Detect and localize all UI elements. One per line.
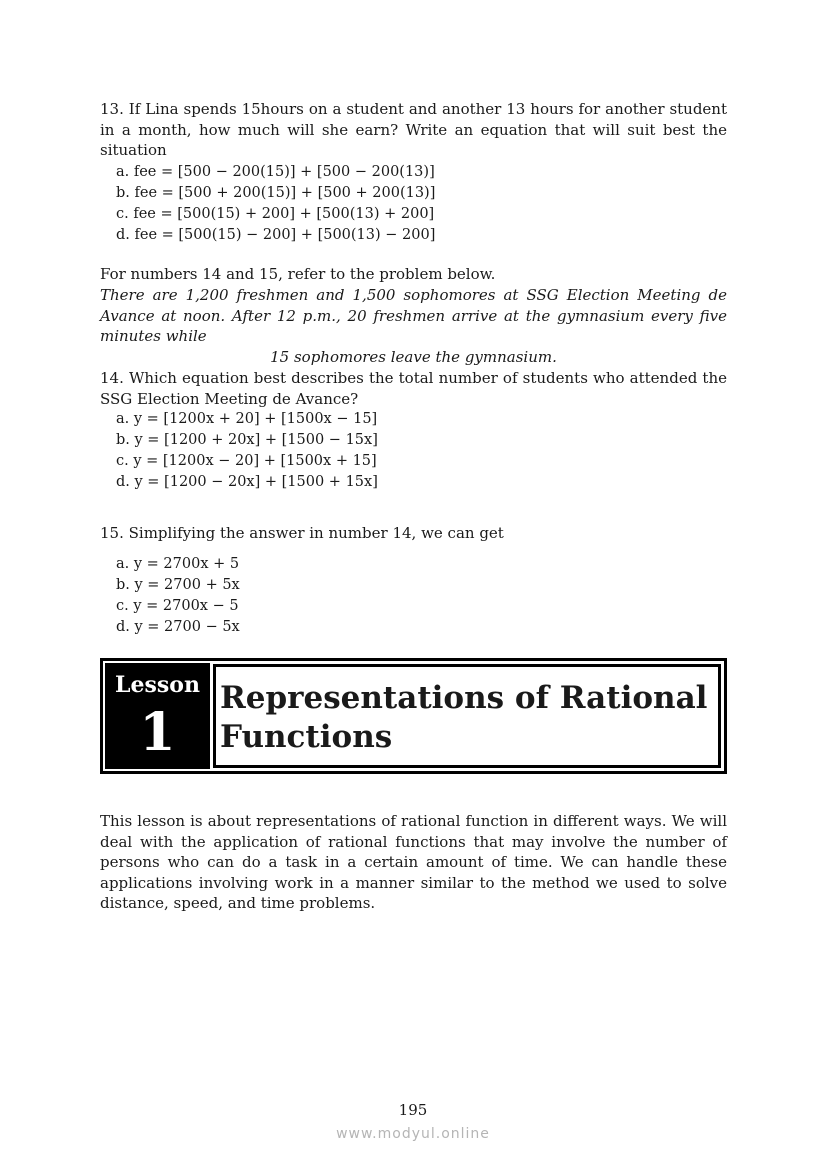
- lesson-intro-paragraph: This lesson is about representations of rational function in different ways. We will deal with the application of rational functions that may involve the number of persons who can do a task in a certain amount of time. We can handle these applications involving work in a manner similar to the method we used to solve distance, speed, and time problems.: [100, 812, 727, 913]
- problem-text-last: 15 sophomores leave the gymnasium.: [270, 347, 557, 366]
- question-13-stem: 13. If Lina spends 15hours on a student and another 13 hours for another student in a month, how much will she earn? Write an equation that will suit best the situation: [100, 100, 727, 160]
- lesson-title-line1: Representations of Rational: [220, 680, 708, 716]
- question-13-options: [116, 162, 435, 246]
- problem-intro: For numbers 14 and 15, refer to the problem below.: [100, 265, 496, 283]
- lesson-number: 1: [139, 702, 176, 763]
- option-15d: d. y = 2700 − 5x: [116, 619, 240, 635]
- option-14d: d. y = [1200 − 20x] + [1500 + 15x]: [116, 474, 378, 490]
- option-13c: c. fee = [500(15) + 200] + [500(13) + 200]: [116, 206, 435, 222]
- lesson-title-line2: Functions: [220, 719, 393, 755]
- lesson-title: [220, 679, 714, 757]
- option-13d: d. fee = [500(15) − 200] + [500(13) − 200]: [116, 227, 436, 243]
- lesson-title-frame: [213, 664, 721, 768]
- page-number: 195: [398, 1101, 428, 1119]
- question-14-options: [116, 409, 378, 493]
- option-14a: a. y = [1200x + 20] + [1500x − 15]: [116, 411, 378, 427]
- problem-text: [100, 285, 727, 367]
- option-14b: b. y = [1200 + 20x] + [1500 − 15x]: [116, 432, 378, 448]
- lesson-badge: [106, 664, 209, 768]
- lesson-header: [100, 658, 727, 774]
- option-13b: b. fee = [500 + 200(15)] + [500 + 200(13)]: [116, 185, 436, 201]
- lesson-label: Lesson: [115, 672, 200, 698]
- question-15-options: [116, 554, 240, 638]
- option-15b: b. y = 2700 + 5x: [116, 577, 240, 593]
- option-15c: c. y = 2700x − 5: [116, 598, 239, 614]
- question-14-stem: 14. Which equation best describes the total number of students who attended the SSG Election Meeting de Avance?: [100, 369, 727, 408]
- question-15-stem: 15. Simplifying the answer in number 14, we can get: [100, 524, 504, 542]
- option-15a: a. y = 2700x + 5: [116, 556, 240, 572]
- option-13a: a. fee = [500 − 200(15)] + [500 − 200(13)]: [116, 164, 435, 180]
- problem-text-main: There are 1,200 freshmen and 1,500 sophomores at SSG Election Meeting de Avance at noon. After 12 p.m., 20 freshmen arrive at the gymnasium every five minutes while: [100, 286, 727, 346]
- watermark: www.modyul.online: [336, 1126, 490, 1142]
- option-14c: c. y = [1200x − 20] + [1500x + 15]: [116, 453, 377, 469]
